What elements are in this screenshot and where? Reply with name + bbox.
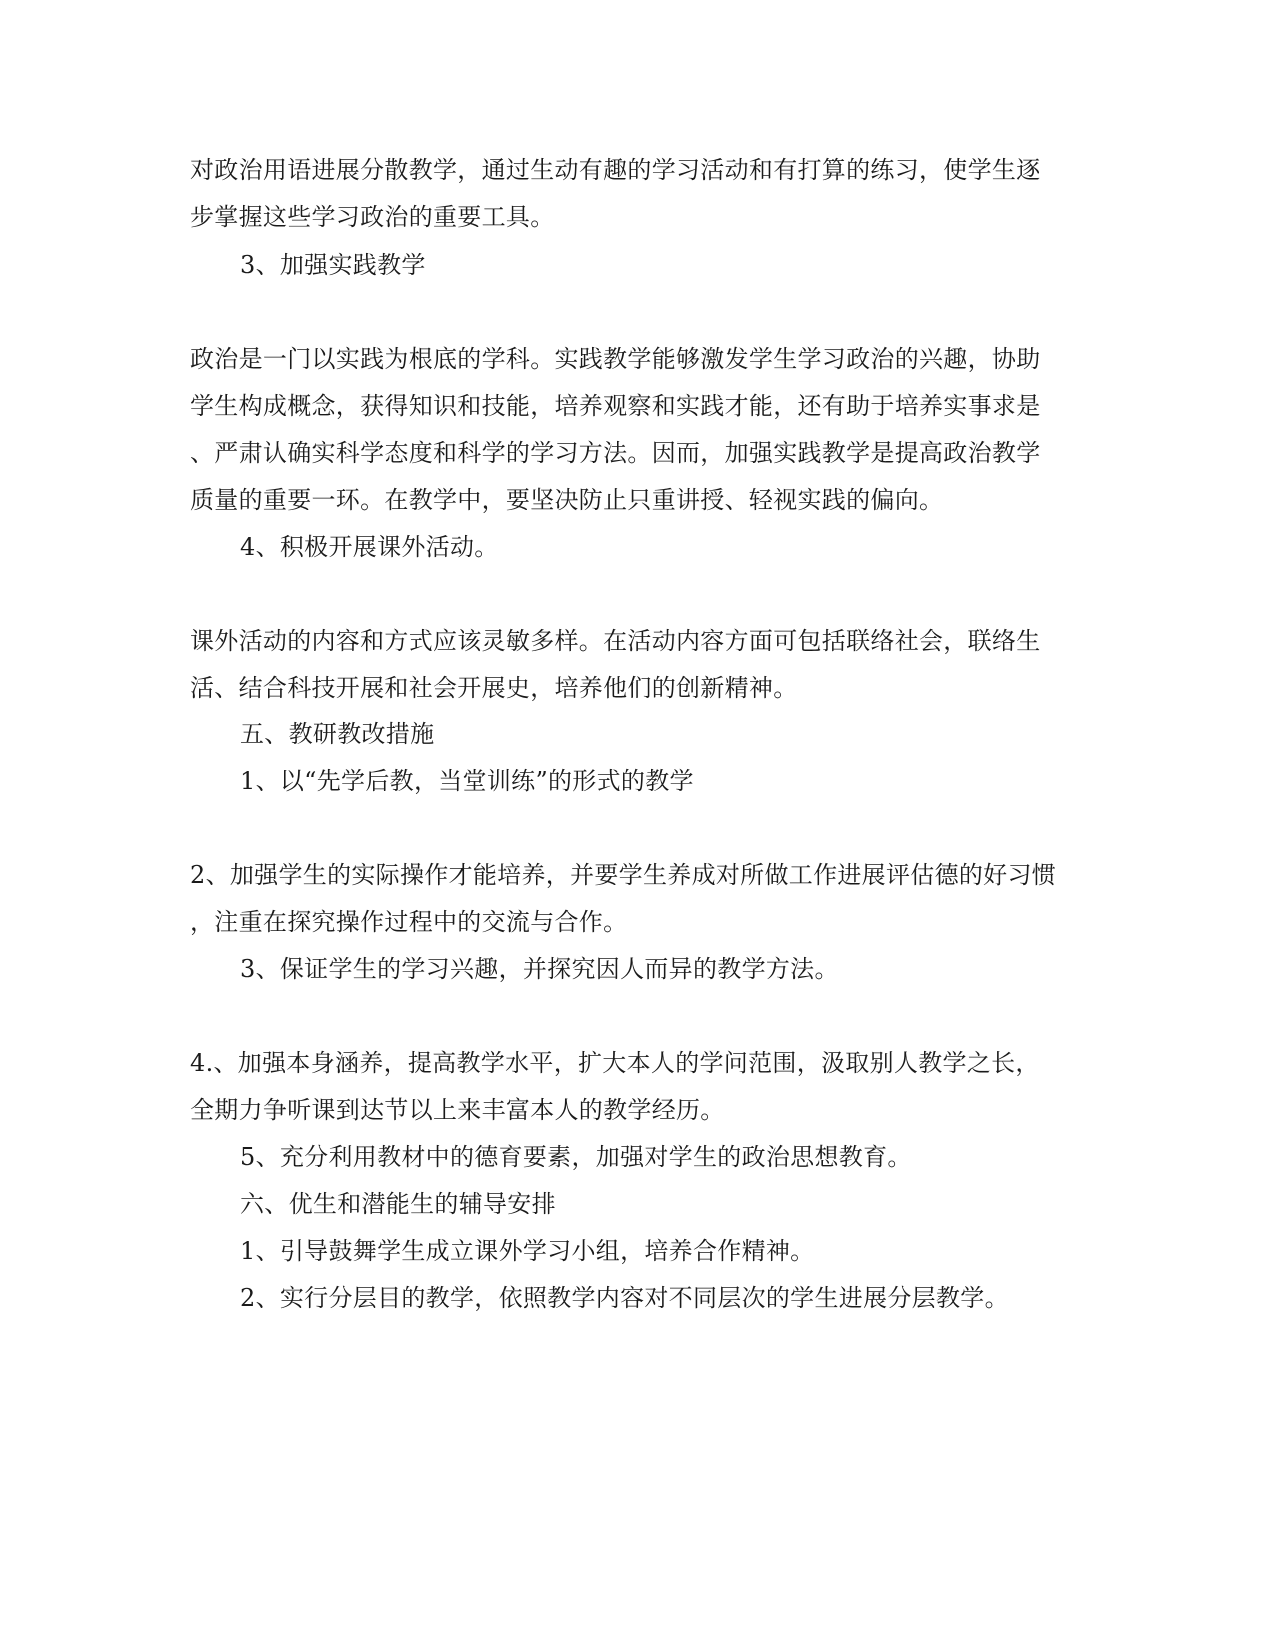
paragraph-line: 学生构成概念，获得知识和技能，培养观察和实践才能，还有助于培养实事求是 (190, 392, 1041, 420)
list-item: 2、实行分层目的教学，依照教学内容对不同层次的学生进展分层教学。 (240, 1284, 1009, 1312)
list-item: 3、保证学生的学习兴趣，并探究因人而异的教学方法。 (240, 955, 839, 983)
paragraph-line: 政治是一门以实践为根底的学科。实践教学能够激发学生学习政治的兴趣，协助 (190, 345, 1041, 373)
list-item-line: 4.、加强本身涵养，提高教学水平，扩大本人的学问范围，汲取别人教学之长， (190, 1049, 1040, 1077)
list-item: 5、充分利用教材中的德育要素，加强对学生的政治思想教育。 (240, 1143, 912, 1171)
subheading-extracurricular: 4、积极开展课外活动。 (240, 533, 499, 561)
paragraph-line: 步掌握这些学习政治的重要工具。 (190, 203, 555, 231)
paragraph-line: 、严肃认确实科学态度和科学的学习方法。因而，加强实践教学是提高政治教学 (190, 439, 1041, 467)
section-heading-teaching-reform: 五、教研教改措施 (240, 720, 435, 748)
section-heading-tutoring: 六、优生和潜能生的辅导安排 (240, 1190, 556, 1218)
paragraph-line: 对政治用语进展分散教学，通过生动有趣的学习活动和有打算的练习，使学生逐 (190, 156, 1041, 184)
subheading-practice-teaching: 3、加强实践教学 (240, 251, 426, 279)
list-item: 1、引导鼓舞学生成立课外学习小组，培养合作精神。 (240, 1237, 815, 1265)
paragraph-line: 活、结合科技开展和社会开展史，培养他们的创新精神。 (190, 674, 798, 702)
list-item: 1、以“先学后教，当堂训练”的形式的教学 (240, 767, 694, 795)
list-item-line: ，注重在探究操作过程中的交流与合作。 (190, 908, 628, 936)
list-item-line: 全期力争听课到达节以上来丰富本人的教学经历。 (190, 1096, 725, 1124)
list-item-line: 2、加强学生的实际操作才能培养，并要学生养成对所做工作进展评估德的好习惯 (190, 861, 1057, 889)
paragraph-line: 课外活动的内容和方式应该灵敏多样。在活动内容方面可包括联络社会，联络生 (190, 627, 1041, 655)
paragraph-line: 质量的重要一环。在教学中，要坚决防止只重讲授、轻视实践的偏向。 (190, 486, 944, 514)
